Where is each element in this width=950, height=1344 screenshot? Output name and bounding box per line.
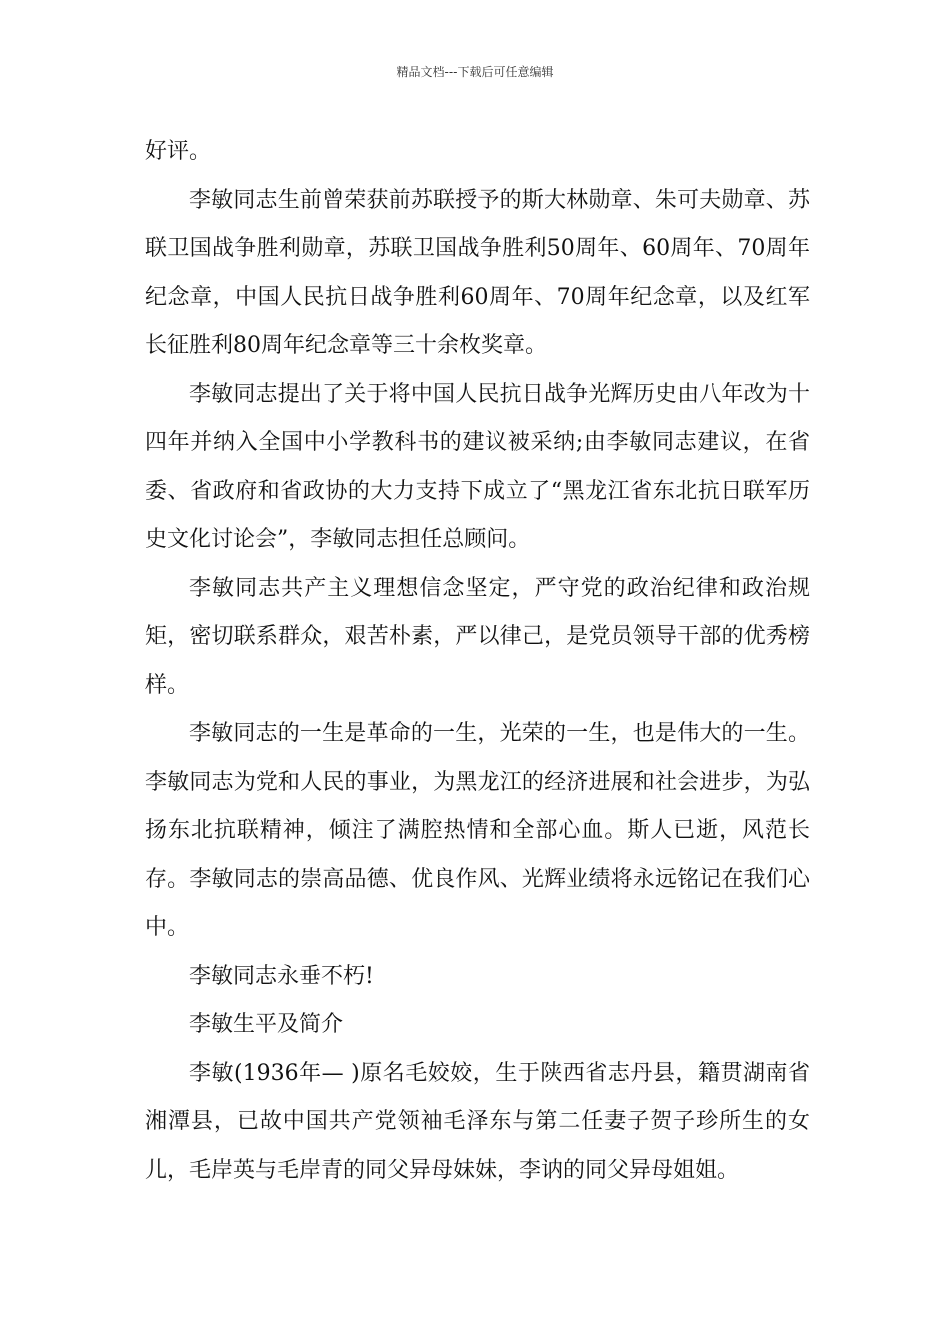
paragraph-tribute: 李敏同志永垂不朽! (189, 963, 374, 989)
paragraph-proposal: 李敏同志提出了关于将中国人民抗日战争光辉历史由八年改为十四年并纳入全国中小学教科书的建议被采纳;由李敏同志建议，在省委、省政府和省政协的大力支持下成立了“黑龙江省东北抗日联军历史文化讨论会”，李敏同志担任总顾问。 (145, 381, 810, 552)
page-header: 精品文档---下载后可任意编辑 (396, 65, 554, 79)
paragraph-medals: 李敏同志生前曾荣获前苏联授予的斯大林勋章、朱可夫勋章、苏联卫国战争胜利勋章，苏联卫国战争胜利50周年、60周年、70周年纪念章，中国人民抗日战争胜利60周年、70周年纪念章，以及红军长征胜利80周年纪念章等三十余枚奖章。 (145, 187, 811, 358)
paragraph-ideals: 李敏同志共产主义理想信念坚定，严守党的政治纪律和政治规矩，密切联系群众，艰苦朴素，严以律己，是党员领导干部的优秀榜样。 (145, 575, 810, 698)
paragraph-continued: 好评。 (145, 139, 212, 164)
paragraph-life: 李敏同志的一生是革命的一生，光荣的一生，也是伟大的一生。李敏同志为党和人民的事业，为黑龙江的经济进展和社会进步，为弘扬东北抗联精神，倾注了满腔热情和全部心血。斯人已逝，风范长存。李敏同志的崇高品德、优良作风、光辉业绩将永远铭记在我们心中。 (145, 721, 810, 940)
section-heading: 李敏生平及简介 (189, 1012, 344, 1037)
document-body (145, 128, 810, 1195)
paragraph-biography: 李敏(1936年— )原名毛姣姣，生于陕西省志丹县，籍贯湖南省湘潭县，已故中国共产党领袖毛泽东与第二任妻子贺子珍所生的女儿，毛岸英与毛岸青的同父异母妹妹，李讷的同父异母姐姐。 (145, 1060, 810, 1183)
